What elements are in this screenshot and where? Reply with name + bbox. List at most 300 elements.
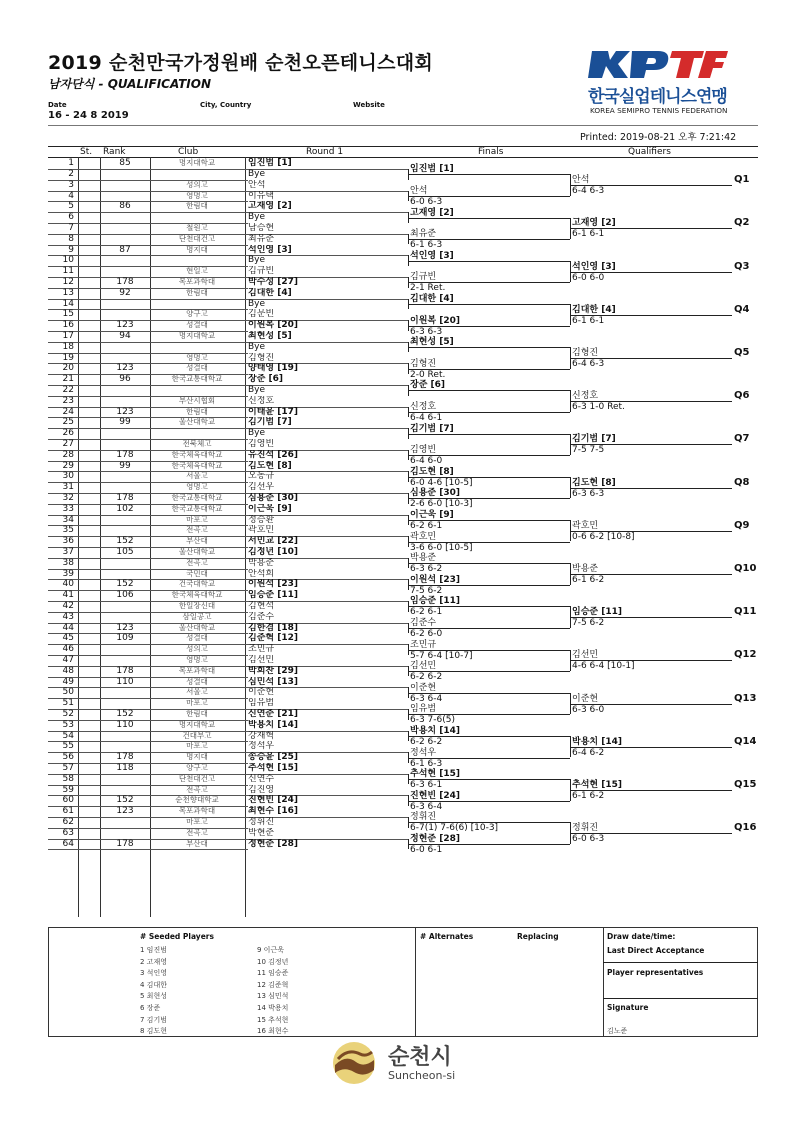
finals-winner: 김선민 xyxy=(410,661,437,672)
footer-row-divider xyxy=(603,998,758,999)
draw-position: 23 xyxy=(62,395,74,406)
player-club: 국민대 xyxy=(186,568,208,578)
player-name: 강재혁 xyxy=(248,730,275,741)
draw-position: 15 xyxy=(62,309,74,320)
player-club: 성결대 xyxy=(186,633,208,643)
player-rank: 152 xyxy=(116,708,134,719)
player-club: 성결대 xyxy=(186,676,208,686)
draw-row xyxy=(48,331,408,342)
seeded-players-title: # Seeded Players xyxy=(140,932,214,941)
player-club: 한림대 xyxy=(186,708,208,718)
player-club: 마포고 xyxy=(186,741,208,751)
draw-row xyxy=(48,299,408,310)
finals-score: 2-0 Ret. xyxy=(410,369,446,380)
player-name: 이원복 [20] xyxy=(248,320,298,331)
seeded-player: 11 임승준 xyxy=(257,969,289,978)
draw-row xyxy=(48,396,408,407)
draw-row xyxy=(48,374,408,385)
qualifier-label: Q6 xyxy=(734,390,750,402)
draw-date-label: Draw date/time: xyxy=(607,932,676,941)
player-rank: 123 xyxy=(116,320,134,331)
draw-row xyxy=(48,741,408,752)
draw-position: 40 xyxy=(62,579,74,590)
finals-winner: 정석우 xyxy=(410,747,437,758)
finals-score: 6-3 6-4 xyxy=(410,801,443,812)
city-name-english: Suncheon-si xyxy=(388,1069,456,1082)
player-name: 최현수 [16] xyxy=(248,806,298,817)
player-club: 목포과학대 xyxy=(178,276,216,286)
finals-score: 7-5 6-2 xyxy=(410,585,443,596)
draw-position: 37 xyxy=(62,546,74,557)
date-label: Date xyxy=(48,101,67,109)
player-name: Bye xyxy=(248,255,266,266)
draw-row xyxy=(48,320,408,331)
player-name: 추석현 [15] xyxy=(248,762,298,773)
col-header-club: Club xyxy=(178,147,199,157)
draw-position: 35 xyxy=(62,525,74,536)
draw-row xyxy=(48,525,408,536)
player-club: 성의고 xyxy=(186,644,208,654)
player-club: 부산대 xyxy=(186,838,208,848)
player-club: 순천향대학교 xyxy=(175,795,219,805)
draw-position: 8 xyxy=(68,233,74,244)
finals-winner: 심용준 [30] xyxy=(410,488,460,499)
finals-winner: 안석 xyxy=(410,185,428,196)
player-club: 부산대 xyxy=(186,536,208,546)
draw-row xyxy=(48,180,408,191)
draw-position: 51 xyxy=(62,698,74,709)
draw-row xyxy=(48,191,408,202)
qualifier-score: 6-4 6-3 xyxy=(572,358,605,369)
player-rank: 152 xyxy=(116,579,134,590)
player-rank: 110 xyxy=(116,719,134,730)
draw-row xyxy=(48,461,408,472)
player-club: 성결대 xyxy=(186,320,208,330)
draw-row xyxy=(48,450,408,461)
qualifier-winner: 김대한 [4] xyxy=(572,304,616,315)
draw-row xyxy=(48,493,408,504)
player-rank: 118 xyxy=(116,762,134,773)
player-club: 마포고 xyxy=(186,816,208,826)
player-name: 김한겸 [18] xyxy=(248,622,298,633)
draw-position: 31 xyxy=(62,482,74,493)
draw-row xyxy=(48,342,408,353)
col-header-finals: Finals xyxy=(478,147,504,157)
player-club: 삼일공고 xyxy=(182,611,212,621)
finals-line xyxy=(408,304,570,305)
seeded-player: 3 석인영 xyxy=(140,969,167,978)
player-name: 김선민 xyxy=(248,654,275,665)
player-name: 최유준 xyxy=(248,233,275,244)
finals-score: 6-2 6-2 xyxy=(410,672,443,683)
draw-row xyxy=(48,774,408,785)
qualifier-label: Q10 xyxy=(734,562,757,574)
draw-position: 58 xyxy=(62,773,74,784)
draw-row xyxy=(48,828,408,839)
player-club: 한국체육대학교 xyxy=(171,590,223,600)
player-club: 한림대 xyxy=(186,406,208,416)
player-club: 명지대 xyxy=(186,752,208,762)
player-name: 이원석 [23] xyxy=(248,579,298,590)
kptf-logo xyxy=(588,48,758,118)
player-name: Bye xyxy=(248,341,266,352)
draw-position: 16 xyxy=(62,320,74,331)
alternates-title: # Alternates xyxy=(420,932,474,941)
player-rank: 123 xyxy=(116,806,134,817)
draw-position: 25 xyxy=(62,417,74,428)
player-club: 울산대학교 xyxy=(178,417,216,427)
qualifier-score: 6-0 6-3 xyxy=(572,834,605,845)
draw-position: 49 xyxy=(62,676,74,687)
draw-row xyxy=(48,579,408,590)
row-line xyxy=(48,849,248,850)
signature-label: Signature xyxy=(607,1003,649,1012)
finals-score: 6-0 6-1 xyxy=(410,844,443,855)
seeded-player: 5 최현성 xyxy=(140,992,167,1001)
finals-winner: 고재영 [2] xyxy=(410,207,454,218)
player-rank: 102 xyxy=(116,503,134,514)
finals-score: 6-2 6-1 xyxy=(410,520,443,531)
finals-score: 6-0 6-3 xyxy=(410,196,443,207)
col-header-rank: Rank xyxy=(103,147,126,157)
qualifier-label: Q11 xyxy=(734,606,757,618)
seeded-player: 12 김준혁 xyxy=(257,980,289,989)
player-club: 울산대학교 xyxy=(178,546,216,556)
player-name: 이유택 xyxy=(248,190,275,201)
player-club: 명지대 xyxy=(186,244,208,254)
finals-winner: 이원석 [23] xyxy=(410,574,460,585)
player-rank: 178 xyxy=(116,838,134,849)
draw-row xyxy=(48,158,408,169)
finals-score: 2-6 6-0 [10-3] xyxy=(410,499,473,510)
draw-row xyxy=(48,709,408,720)
draw-position: 1 xyxy=(68,158,74,169)
player-club: 건대부고 xyxy=(182,730,212,740)
finals-line xyxy=(408,174,570,175)
draw-row xyxy=(48,644,408,655)
player-name: 박용치 [14] xyxy=(248,719,298,730)
seeded-player: 10 김정년 xyxy=(257,957,289,966)
draw-position: 29 xyxy=(62,460,74,471)
player-club: 영명고 xyxy=(186,482,208,492)
tournament-title: 2019 순천만국가정원배 순천오픈테니스대회 xyxy=(48,52,434,74)
draw-row xyxy=(48,407,408,418)
draw-row xyxy=(48,633,408,644)
player-rank: 123 xyxy=(116,406,134,417)
seeded-player: 7 김기범 xyxy=(140,1015,167,1024)
draw-position: 18 xyxy=(62,341,74,352)
finals-score: 6-2 6-2 xyxy=(410,736,443,747)
player-name: 안석희 xyxy=(248,568,275,579)
draw-position: 21 xyxy=(62,374,74,385)
seeded-player: 6 장준 xyxy=(140,1004,161,1012)
finals-score: 6-2 6-0 xyxy=(410,628,443,639)
finals-score: 6-3 7-6(5) xyxy=(410,715,456,726)
draw-position: 27 xyxy=(62,438,74,449)
footer-divider xyxy=(603,927,604,1037)
player-name: 양태영 [19] xyxy=(248,363,298,374)
player-club: 영명고 xyxy=(186,654,208,664)
draw-row xyxy=(48,309,408,320)
qualifier-winner: 김선민 xyxy=(572,650,599,661)
qualifier-label: Q3 xyxy=(734,260,750,272)
seeded-player: 4 김대한 xyxy=(140,980,167,989)
player-name: Bye xyxy=(248,168,266,179)
player-name: 고재영 [2] xyxy=(248,201,292,212)
finals-score: 6-4 6-0 xyxy=(410,456,443,467)
draw-row xyxy=(48,504,408,515)
player-name: 김선우 xyxy=(248,482,275,493)
qualifier-label: Q5 xyxy=(734,346,750,358)
draw-row xyxy=(48,839,408,850)
player-rank: 92 xyxy=(119,287,131,298)
draw-position: 7 xyxy=(68,222,74,233)
player-rank: 99 xyxy=(119,417,131,428)
player-club: 전곡고 xyxy=(186,557,208,567)
qualifier-score: 6-1 6-1 xyxy=(572,229,605,240)
qualifier-winner: 김형진 xyxy=(572,347,599,358)
draw-position: 63 xyxy=(62,827,74,838)
city-name: 순천시 xyxy=(388,1045,452,1070)
suncheon-emblem-icon xyxy=(330,1040,378,1086)
replacing-title: Replacing xyxy=(517,932,559,941)
draw-position: 6 xyxy=(68,212,74,223)
player-name: 송승윤 [25] xyxy=(248,752,298,763)
player-name: 박용준 xyxy=(248,557,275,568)
finals-winner: 곽호민 xyxy=(410,531,437,542)
player-name: 곽호민 xyxy=(248,525,275,536)
last-direct-acceptance-label: Last Direct Acceptance xyxy=(607,946,705,955)
seeded-player: 15 추석현 xyxy=(257,1015,289,1024)
finals-winner: 김형진 xyxy=(410,358,437,369)
draw-position: 64 xyxy=(62,838,74,849)
draw-position: 34 xyxy=(62,514,74,525)
finals-winner: 박용준 xyxy=(410,553,437,564)
qualifier-winner: 이준현 xyxy=(572,693,599,704)
qualifier-winner: 안석 xyxy=(572,175,590,186)
player-name: 남승현 xyxy=(248,222,275,233)
player-club: 명지대학교 xyxy=(178,330,216,340)
player-rank: 109 xyxy=(116,633,134,644)
player-name: Bye xyxy=(248,428,266,439)
player-name: 정승환 xyxy=(248,514,275,525)
qualifier-label: Q16 xyxy=(734,822,757,834)
city-label: City, Country xyxy=(200,101,252,109)
player-rank: 105 xyxy=(116,546,134,557)
player-club: 단천대건고 xyxy=(178,233,216,243)
printed-timestamp: Printed: 2019-08-21 오후 7:21:42 xyxy=(580,132,737,143)
player-rank: 86 xyxy=(119,201,131,212)
finals-score: 5-7 6-4 [10-7] xyxy=(410,650,473,661)
draw-row xyxy=(48,806,408,817)
finals-winner: 진현빈 [24] xyxy=(410,790,460,801)
signature-name: 김노준 xyxy=(607,1027,628,1035)
finals-score: 6-3 6-1 xyxy=(410,780,443,791)
seeded-player: 2 고재영 xyxy=(140,957,167,966)
finals-score: 6-1 6-3 xyxy=(410,758,443,769)
player-name: 김현석 xyxy=(248,600,275,611)
seeded-player: 14 박용치 xyxy=(257,1004,289,1012)
player-club: 단천대건고 xyxy=(178,773,216,783)
draw-row xyxy=(48,245,408,256)
player-name: 이태윤 [17] xyxy=(248,406,298,417)
player-club: 성의고 xyxy=(186,179,208,189)
draw-row xyxy=(48,677,408,688)
player-name: Bye xyxy=(248,298,266,309)
player-rank: 110 xyxy=(116,676,134,687)
player-name: 유진석 [26] xyxy=(248,449,298,460)
player-club: 한국체육대학교 xyxy=(171,449,223,459)
player-club: 목포과학대 xyxy=(178,665,216,675)
player-name: 김준수 xyxy=(248,611,275,622)
draw-position: 2 xyxy=(68,168,74,179)
player-rank: 85 xyxy=(119,158,131,169)
player-rank: 178 xyxy=(116,752,134,763)
draw-row xyxy=(48,612,408,623)
draw-row xyxy=(48,785,408,796)
player-rank: 106 xyxy=(116,590,134,601)
player-club: 한림대 xyxy=(186,287,208,297)
draw-position: 20 xyxy=(62,363,74,374)
draw-row xyxy=(48,623,408,634)
player-club: 울산대학교 xyxy=(178,622,216,632)
player-name: 박현준 xyxy=(248,827,275,838)
draw-position: 42 xyxy=(62,600,74,611)
finals-winner: 최유준 xyxy=(410,229,437,240)
player-rank: 152 xyxy=(116,536,134,547)
qualifier-label: Q2 xyxy=(734,217,750,229)
player-rank: 96 xyxy=(119,374,131,385)
draw-row xyxy=(48,763,408,774)
player-name: 진현빈 [24] xyxy=(248,795,298,806)
draw-position: 52 xyxy=(62,708,74,719)
event-subtitle: 남자단식 - QUALIFICATION xyxy=(48,77,212,91)
player-club: 현일고 xyxy=(186,266,208,276)
finals-winner: 김규빈 xyxy=(410,272,437,283)
finals-winner: 정현준 [28] xyxy=(410,833,460,844)
player-club: 영명고 xyxy=(186,190,208,200)
draw-row xyxy=(48,201,408,212)
player-name: 김도현 [8] xyxy=(248,460,292,471)
player-rank: 178 xyxy=(116,449,134,460)
finals-winner: 임진범 [1] xyxy=(410,164,454,175)
player-name: 장준 [6] xyxy=(248,374,284,385)
player-name: 임진범 [1] xyxy=(248,158,292,169)
player-name: 김기범 [7] xyxy=(248,417,292,428)
player-name: 김규빈 xyxy=(248,266,275,277)
draw-position: 36 xyxy=(62,536,74,547)
finals-line xyxy=(408,347,570,348)
finals-score: 3-6 6-0 [10-5] xyxy=(410,542,473,553)
qualifier-winner: 김기범 [7] xyxy=(572,434,616,445)
finals-score: 6-1 6-3 xyxy=(410,240,443,251)
player-club: 영명고 xyxy=(186,352,208,362)
draw-position: 54 xyxy=(62,730,74,741)
finals-winner: 신정호 xyxy=(410,401,437,412)
qualifier-score: 6-1 6-1 xyxy=(572,315,605,326)
draw-position: 24 xyxy=(62,406,74,417)
seeded-player: 9 이근욱 xyxy=(257,946,284,954)
website-label: Website xyxy=(353,101,385,109)
seeded-player: 1 임진범 xyxy=(140,946,167,954)
player-rank: 94 xyxy=(119,330,131,341)
qualifier-label: Q7 xyxy=(734,433,750,445)
player-club: 양구고 xyxy=(186,762,208,772)
finals-winner: 최현성 [5] xyxy=(410,337,454,348)
player-name: 조민규 xyxy=(248,644,275,655)
player-rank: 178 xyxy=(116,492,134,503)
draw-position: 32 xyxy=(62,492,74,503)
finals-winner: 이원복 [20] xyxy=(410,315,460,326)
draw-position: 4 xyxy=(68,190,74,201)
player-name: 오동규 xyxy=(248,471,275,482)
player-club: 마포고 xyxy=(186,698,208,708)
finals-winner: 임승준 [11] xyxy=(410,596,460,607)
player-club: 전곡고 xyxy=(186,784,208,794)
player-club: 부산시협회 xyxy=(178,395,216,405)
player-club: 전북체고 xyxy=(182,438,212,448)
player-rank: 178 xyxy=(116,665,134,676)
qualifier-label: Q14 xyxy=(734,735,757,747)
finals-winner: 김대한 [4] xyxy=(410,293,454,304)
finals-winner: 석인영 [3] xyxy=(410,250,454,261)
kptf-english-name: KOREA SEMIPRO TENNIS FEDERATION xyxy=(590,106,728,115)
draw-row xyxy=(48,482,408,493)
player-name: 김문빈 xyxy=(248,309,275,320)
finals-line xyxy=(408,261,570,262)
player-club: 서울고 xyxy=(186,471,208,481)
draw-row xyxy=(48,687,408,698)
finals-winner: 추석현 [15] xyxy=(410,769,460,780)
player-rank: 123 xyxy=(116,363,134,374)
draw-row xyxy=(48,655,408,666)
draw-position: 9 xyxy=(68,244,74,255)
player-name: 신연준 [21] xyxy=(248,708,298,719)
qualifier-score: 6-4 6-3 xyxy=(572,186,605,197)
draw-row xyxy=(48,569,408,580)
draw-position: 17 xyxy=(62,330,74,341)
player-club: 철원고 xyxy=(186,222,208,232)
player-name: 김영빈 xyxy=(248,438,275,449)
draw-position: 59 xyxy=(62,784,74,795)
draw-row xyxy=(48,666,408,677)
draw-position: 28 xyxy=(62,449,74,460)
draw-row xyxy=(48,817,408,828)
header-divider xyxy=(48,125,758,126)
draw-row xyxy=(48,471,408,482)
draw-row xyxy=(48,720,408,731)
finals-score: 6-4 6-1 xyxy=(410,412,443,423)
player-club: 양구고 xyxy=(186,309,208,319)
qualifier-winner: 정휘진 xyxy=(572,823,599,834)
draw-position: 56 xyxy=(62,752,74,763)
qualifier-score: 4-6 6-4 [10-1] xyxy=(572,661,635,672)
draw-position: 57 xyxy=(62,762,74,773)
draw-row xyxy=(48,169,408,180)
kptf-logo-mark xyxy=(588,48,728,80)
finals-line xyxy=(408,390,570,391)
draw-row xyxy=(48,266,408,277)
qualifier-score: 6-4 6-2 xyxy=(572,747,605,758)
player-club: 한국교통대학교 xyxy=(171,503,223,513)
draw-row xyxy=(48,536,408,547)
qualifier-winner: 곽호민 xyxy=(572,520,599,531)
col-header-st: St. xyxy=(80,147,93,157)
finals-winner: 조민규 xyxy=(410,639,437,650)
draw-row xyxy=(48,417,408,428)
finals-winner: 김기범 [7] xyxy=(410,423,454,434)
finals-score: 6-3 6-2 xyxy=(410,564,443,575)
